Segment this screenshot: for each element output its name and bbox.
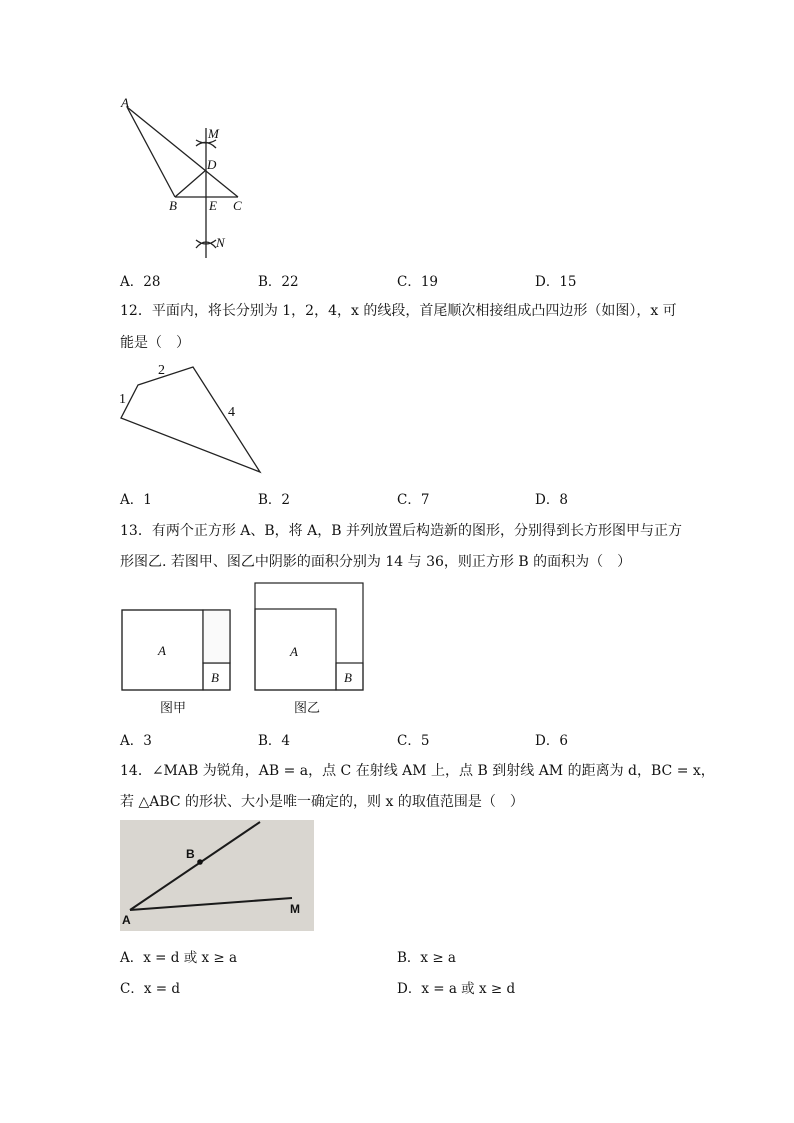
- q12-stem-line2: 能是（ ）: [120, 335, 190, 351]
- label-side-4: 4: [228, 405, 235, 420]
- label-A: A: [121, 95, 129, 110]
- q11-option-b[interactable]: B．22: [258, 274, 299, 290]
- q12-option-a[interactable]: A．1: [120, 492, 152, 508]
- point-B: [197, 859, 203, 865]
- label-side-2: 2: [158, 363, 165, 378]
- q13-stem-line2: 形图乙. 若图甲、图乙中阴影的面积分别为 14 与 36，则正方形 B 的面积为（ ）: [120, 554, 632, 570]
- label-B: B: [211, 670, 219, 685]
- q14-option-a[interactable]: A．x = d 或 x ≥ a: [120, 950, 238, 966]
- q14-option-c[interactable]: C．x = d: [120, 981, 180, 997]
- segment-AC: [127, 107, 238, 197]
- q13-figure-yi: [250, 580, 368, 695]
- label-A: A: [290, 644, 298, 659]
- label-M: M: [208, 126, 219, 141]
- ray-AM: [130, 898, 292, 910]
- label-B: B: [186, 847, 195, 861]
- segment-BD: [175, 170, 206, 197]
- q13-option-d[interactable]: D．6: [535, 733, 568, 749]
- q13-option-a[interactable]: A．3: [120, 733, 152, 749]
- q12-stem-line1: 12．平面内，将长分别为 1，2，4，x 的线段，首尾顺次相接组成凸四边形（如图），x 可: [120, 303, 677, 319]
- label-B: B: [169, 198, 177, 213]
- q12-option-c[interactable]: C．7: [397, 492, 430, 508]
- q14-stem-line2: 若 △ABC 的形状、大小是唯一确定的，则 x 的取值范围是（ ）: [120, 794, 524, 810]
- q11-figure: [110, 90, 280, 260]
- label-C: C: [233, 198, 242, 213]
- label-D: D: [207, 157, 217, 172]
- label-N: N: [216, 235, 225, 250]
- q12-figure: [110, 355, 270, 480]
- q13-option-b[interactable]: B．4: [258, 733, 291, 749]
- label-M: M: [290, 902, 300, 916]
- label-E: E: [209, 198, 217, 213]
- label-A: A: [122, 913, 131, 927]
- q13-option-c[interactable]: C．5: [397, 733, 430, 749]
- q14-stem-line1: 14．∠MAB 为锐角，AB = a，点 C 在射线 AM 上，点 B 到射线 AM 的距离为 d，BC = x，: [120, 763, 715, 779]
- q13-stem-line1: 13．有两个正方形 A、B，将 A，B 并列放置后构造新的图形，分别得到长方形图甲与正方: [120, 523, 682, 539]
- q11-option-a[interactable]: A．28: [120, 274, 161, 290]
- q13-caption-yi: 图乙: [294, 701, 321, 716]
- q12-option-b[interactable]: B．2: [258, 492, 291, 508]
- q14-figure-photo: [120, 820, 314, 931]
- q14-option-d[interactable]: D．x = a 或 x ≥ d: [397, 981, 516, 997]
- label-side-1: 1: [119, 392, 126, 407]
- q11-option-c[interactable]: C．19: [397, 274, 439, 290]
- q12-option-d[interactable]: D．8: [535, 492, 568, 508]
- label-A: A: [158, 643, 166, 658]
- segment-AB: [127, 107, 175, 197]
- ray-AB: [130, 822, 260, 910]
- q14-option-b[interactable]: B．x ≥ a: [397, 950, 456, 966]
- shaded-region: [203, 610, 230, 663]
- quadrilateral: [121, 367, 260, 472]
- q13-figure-jia: [118, 605, 236, 695]
- q11-option-d[interactable]: D．15: [535, 274, 577, 290]
- label-B: B: [344, 670, 352, 685]
- q13-caption-jia: 图甲: [160, 701, 187, 716]
